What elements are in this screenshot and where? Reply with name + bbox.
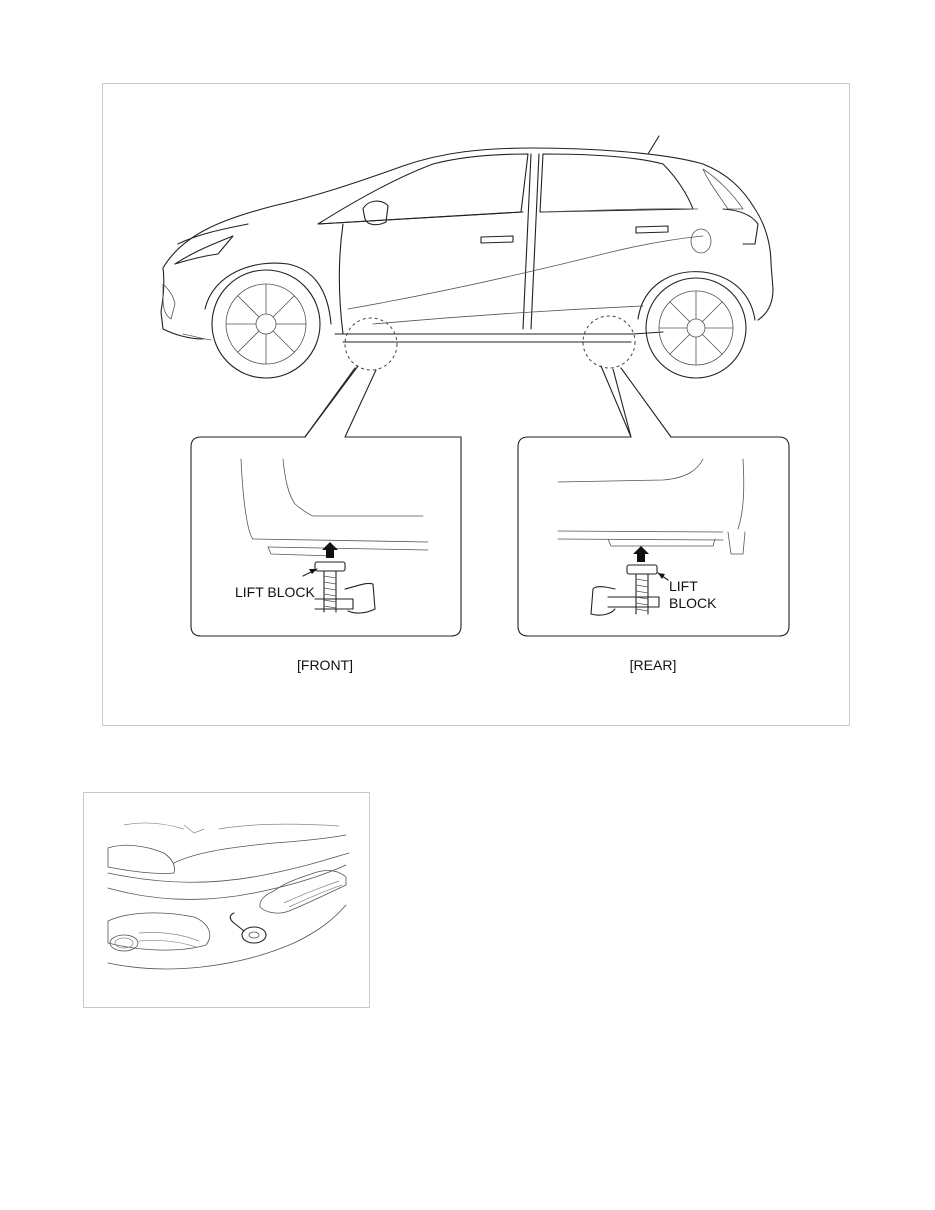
front-bumper-closeup bbox=[108, 823, 349, 969]
front-lift-block-label: LIFT BLOCK bbox=[235, 584, 315, 600]
rear-lift-block-label-line2: BLOCK bbox=[669, 595, 717, 611]
lift-point-figure bbox=[102, 83, 850, 726]
rear-wheel bbox=[638, 272, 755, 378]
front-wheel bbox=[205, 263, 331, 378]
front-lift-point-marker bbox=[345, 318, 397, 370]
towing-hook-drawing bbox=[84, 793, 369, 1007]
rear-lift-block-label-line1: LIFT bbox=[669, 578, 698, 594]
towing-hook-figure bbox=[83, 792, 370, 1008]
rear-detail-panel bbox=[518, 366, 789, 636]
rear-caption: [REAR] bbox=[629, 657, 677, 673]
front-caption: [FRONT] bbox=[297, 657, 353, 673]
lift-point-drawing bbox=[103, 84, 849, 725]
front-detail-panel bbox=[191, 366, 461, 636]
